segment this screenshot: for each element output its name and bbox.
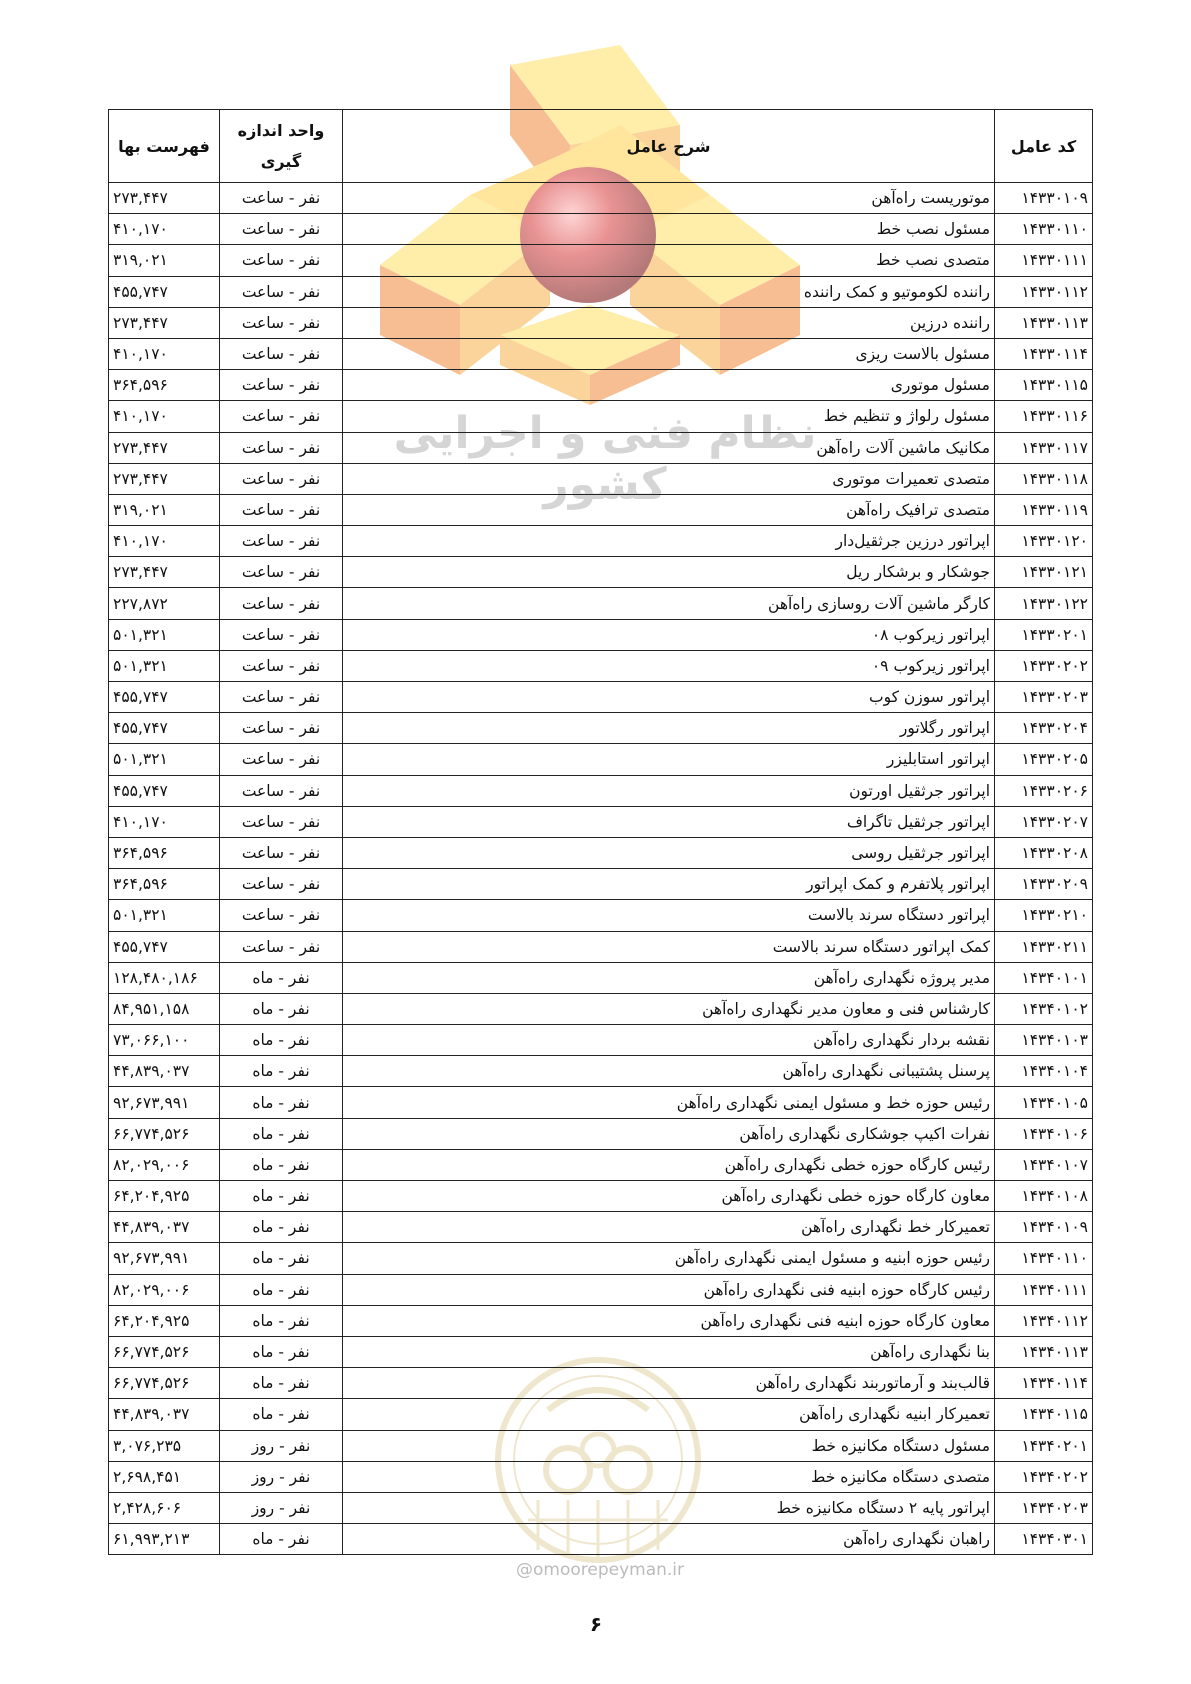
cell-unit: نفر - ماه: [220, 1118, 343, 1149]
cell-code: ۱۴۳۴۰۱۱۲: [995, 1305, 1093, 1336]
cell-price: ۵۰۱,۳۲۱: [109, 619, 220, 650]
cell-price: ۲۷۳,۴۴۷: [109, 183, 220, 214]
cell-price: ۶۴,۲۰۴,۹۲۵: [109, 1181, 220, 1212]
cell-price: ۸۲,۰۲۹,۰۰۶: [109, 1149, 220, 1180]
cell-description: اپراتور درزین جرثقیل‌دار: [343, 526, 995, 557]
cell-code: ۱۴۳۳۰۱۲۱: [995, 557, 1093, 588]
cell-unit: نفر - ماه: [220, 1243, 343, 1274]
cell-description: مسئول موتوری: [343, 370, 995, 401]
table-row: [109, 900, 1093, 931]
cell-price: ۴۴,۸۳۹,۰۳۷: [109, 1399, 220, 1430]
cell-code: ۱۴۳۴۰۱۰۱: [995, 962, 1093, 993]
cell-price: ۳,۰۷۶,۲۳۵: [109, 1430, 220, 1461]
cell-unit: نفر - ساعت: [220, 900, 343, 931]
cell-code: ۱۴۳۳۰۱۱۴: [995, 338, 1093, 369]
cell-description: اپراتور زیرکوب ۰۸: [343, 619, 995, 650]
header-price: فهرست بها: [109, 110, 220, 183]
cell-price: ۲۷۳,۴۴۷: [109, 307, 220, 338]
cell-price: ۶۱,۹۹۳,۲۱۳: [109, 1524, 220, 1555]
cell-unit: نفر - ماه: [220, 1212, 343, 1243]
cell-code: ۱۴۳۴۰۳۰۱: [995, 1524, 1093, 1555]
watermark-text: نظام فنی و اجرایی کشور: [393, 408, 817, 510]
cell-unit: نفر - ساعت: [220, 214, 343, 245]
cell-description: متصدی دستگاه مکانیزه خط: [343, 1461, 995, 1492]
table-row: [109, 1524, 1093, 1555]
table-row: [109, 713, 1093, 744]
cell-unit: نفر - ساعت: [220, 557, 343, 588]
cell-code: ۱۴۳۳۰۱۲۰: [995, 526, 1093, 557]
cell-description: موتوریست راه‌آهن: [343, 183, 995, 214]
table-row: [109, 494, 1093, 525]
cell-description: نقشه بردار نگهداری راه‌آهن: [343, 1025, 995, 1056]
cell-code: ۱۴۳۴۰۲۰۱: [995, 1430, 1093, 1461]
cell-unit: نفر - ساعت: [220, 338, 343, 369]
table-row: [109, 650, 1093, 681]
cell-price: ۱۲۸,۴۸۰,۱۸۶: [109, 962, 220, 993]
cell-unit: نفر - ماه: [220, 1025, 343, 1056]
cell-unit: نفر - ساعت: [220, 931, 343, 962]
cell-unit: نفر - روز: [220, 1430, 343, 1461]
cell-description: پرسنل پشتیبانی نگهداری راه‌آهن: [343, 1056, 995, 1087]
cell-code: ۱۴۳۳۰۲۰۹: [995, 869, 1093, 900]
table-body: [109, 183, 1093, 1555]
table-row: [109, 1243, 1093, 1274]
cell-description: راننده لکوموتیو و کمک راننده: [343, 276, 995, 307]
cell-code: ۱۴۳۴۰۲۰۳: [995, 1492, 1093, 1523]
cell-price: ۲۷۳,۴۴۷: [109, 463, 220, 494]
cell-code: ۱۴۳۴۰۱۰۲: [995, 993, 1093, 1024]
table-row: [109, 307, 1093, 338]
table-row: [109, 1368, 1093, 1399]
cell-code: ۱۴۳۳۰۲۰۳: [995, 682, 1093, 713]
cell-unit: نفر - ساعت: [220, 245, 343, 276]
table-header-row: [109, 110, 1093, 183]
cell-description: اپراتور استابلیزر: [343, 744, 995, 775]
cell-description: متصدی تعمیرات موتوری: [343, 463, 995, 494]
header-code: کد عامل: [995, 110, 1093, 183]
cell-description: مسئول دستگاه مکانیزه خط: [343, 1430, 995, 1461]
cell-price: ۲۷۳,۴۴۷: [109, 432, 220, 463]
table-row: [109, 183, 1093, 214]
cell-unit: نفر - ساعت: [220, 806, 343, 837]
cell-price: ۲,۴۲۸,۶۰۶: [109, 1492, 220, 1523]
table-row: [109, 931, 1093, 962]
table-row: [109, 526, 1093, 557]
cell-code: ۱۴۳۳۰۱۱۳: [995, 307, 1093, 338]
cell-code: ۱۴۳۳۰۲۱۰: [995, 900, 1093, 931]
cell-code: ۱۴۳۴۰۱۱۰: [995, 1243, 1093, 1274]
cell-unit: نفر - ماه: [220, 1399, 343, 1430]
cell-description: کارشناس فنی و معاون مدیر نگهداری راه‌آهن: [343, 993, 995, 1024]
cell-unit: نفر - ماه: [220, 1149, 343, 1180]
cell-code: ۱۴۳۳۰۲۰۵: [995, 744, 1093, 775]
cell-price: ۵۰۱,۳۲۱: [109, 744, 220, 775]
cell-price: ۴۵۵,۷۴۷: [109, 713, 220, 744]
cell-description: مسئول بالاست ریزی: [343, 338, 995, 369]
cell-description: جوشکار و برشکار ریل: [343, 557, 995, 588]
cell-price: ۴۱۰,۱۷۰: [109, 214, 220, 245]
table-row: [109, 401, 1093, 432]
table-row: [109, 962, 1093, 993]
cell-code: ۱۴۳۴۰۱۰۹: [995, 1212, 1093, 1243]
cell-unit: نفر - ساعت: [220, 837, 343, 868]
cell-unit: نفر - ساعت: [220, 713, 343, 744]
cell-code: ۱۴۳۳۰۱۱۶: [995, 401, 1093, 432]
page-number: ۶: [589, 1612, 603, 1636]
cell-unit: نفر - ساعت: [220, 775, 343, 806]
cell-code: ۱۴۳۳۰۱۱۷: [995, 432, 1093, 463]
cell-price: ۹۲,۶۷۳,۹۹۱: [109, 1087, 220, 1118]
cell-unit: نفر - ساعت: [220, 744, 343, 775]
cell-code: ۱۴۳۴۰۲۰۲: [995, 1461, 1093, 1492]
cell-description: متصدی ترافیک راه‌آهن: [343, 494, 995, 525]
cell-description: اپراتور دستگاه سرند بالاست: [343, 900, 995, 931]
cell-description: متصدی نصب خط: [343, 245, 995, 276]
cell-description: رئیس کارگاه حوزه ابنیه فنی نگهداری راه‌آهن: [343, 1274, 995, 1305]
cell-code: ۱۴۳۳۰۲۰۸: [995, 837, 1093, 868]
table-row: [109, 1181, 1093, 1212]
cell-unit: نفر - ماه: [220, 1368, 343, 1399]
table-row: [109, 432, 1093, 463]
cell-price: ۴۵۵,۷۴۷: [109, 682, 220, 713]
table-row: [109, 1087, 1093, 1118]
cell-unit: نفر - ساعت: [220, 370, 343, 401]
cell-description: تعمیرکار خط نگهداری راه‌آهن: [343, 1212, 995, 1243]
cell-code: ۱۴۳۴۰۱۱۳: [995, 1336, 1093, 1367]
cell-description: راننده درزین: [343, 307, 995, 338]
cell-price: ۵۰۱,۳۲۱: [109, 900, 220, 931]
cell-code: ۱۴۳۳۰۲۰۲: [995, 650, 1093, 681]
cell-price: ۳۱۹,۰۲۱: [109, 494, 220, 525]
table-row: [109, 1056, 1093, 1087]
cell-unit: نفر - ماه: [220, 1056, 343, 1087]
cell-unit: نفر - ساعت: [220, 401, 343, 432]
cell-price: ۶۶,۷۷۴,۵۲۶: [109, 1336, 220, 1367]
header-unit: واحد اندازه گیری: [220, 110, 343, 183]
cell-code: ۱۴۳۳۰۱۱۸: [995, 463, 1093, 494]
cell-price: ۲,۶۹۸,۴۵۱: [109, 1461, 220, 1492]
table-row: [109, 1212, 1093, 1243]
cell-code: ۱۴۳۳۰۲۰۱: [995, 619, 1093, 650]
cell-description: بنا نگهداری راه‌آهن: [343, 1336, 995, 1367]
cell-unit: نفر - روز: [220, 1492, 343, 1523]
cell-description: رئیس حوزه ابنیه و مسئول ایمنی نگهداری راه‌آهن: [343, 1243, 995, 1274]
cell-price: ۸۴,۹۵۱,۱۵۸: [109, 993, 220, 1024]
cell-description: اپراتور زیرکوب ۰۹: [343, 650, 995, 681]
cell-unit: نفر - ساعت: [220, 588, 343, 619]
cell-price: ۶۶,۷۷۴,۵۲۶: [109, 1368, 220, 1399]
cell-price: ۴۵۵,۷۴۷: [109, 931, 220, 962]
cell-unit: نفر - ماه: [220, 1336, 343, 1367]
cell-code: ۱۴۳۳۰۲۰۶: [995, 775, 1093, 806]
cell-code: ۱۴۳۴۰۱۰۷: [995, 1149, 1093, 1180]
table-row: [109, 682, 1093, 713]
cell-code: ۱۴۳۴۰۱۰۵: [995, 1087, 1093, 1118]
cell-code: ۱۴۳۳۰۱۱۲: [995, 276, 1093, 307]
cell-description: مسئول رلواژ و تنظیم خط: [343, 401, 995, 432]
header-description: شرح عامل: [343, 110, 995, 183]
table-row: [109, 1461, 1093, 1492]
cell-description: اپراتور پایه ۲ دستگاه مکانیزه خط: [343, 1492, 995, 1523]
cell-code: ۱۴۳۴۰۱۱۵: [995, 1399, 1093, 1430]
table-row: [109, 1399, 1093, 1430]
cell-price: ۳۶۴,۵۹۶: [109, 837, 220, 868]
cell-unit: نفر - ساعت: [220, 276, 343, 307]
cell-unit: نفر - ساعت: [220, 183, 343, 214]
cell-price: ۴۱۰,۱۷۰: [109, 806, 220, 837]
cell-unit: نفر - ساعت: [220, 432, 343, 463]
cell-description: اپراتور رگلاتور: [343, 713, 995, 744]
cell-price: ۵۰۱,۳۲۱: [109, 650, 220, 681]
cell-code: ۱۴۳۴۰۱۰۸: [995, 1181, 1093, 1212]
cell-description: قالب‌بند و آرماتوربند نگهداری راه‌آهن: [343, 1368, 995, 1399]
table-row: [109, 338, 1093, 369]
cell-code: ۱۴۳۳۰۱۲۲: [995, 588, 1093, 619]
table-row: [109, 214, 1093, 245]
cell-code: ۱۴۳۴۰۱۰۶: [995, 1118, 1093, 1149]
cell-price: ۴۵۵,۷۴۷: [109, 276, 220, 307]
table-row: [109, 619, 1093, 650]
table-row: [109, 557, 1093, 588]
cell-description: معاون کارگاه حوزه خطی نگهداری راه‌آهن: [343, 1181, 995, 1212]
cell-price: ۶۴,۲۰۴,۹۲۵: [109, 1305, 220, 1336]
cell-unit: نفر - ساعت: [220, 526, 343, 557]
table-row: [109, 1118, 1093, 1149]
cell-description: مکانیک ماشین آلات راه‌آهن: [343, 432, 995, 463]
cell-description: اپراتور جرثقیل تاگراف: [343, 806, 995, 837]
cell-code: ۱۴۳۳۰۱۰۹: [995, 183, 1093, 214]
cell-price: ۹۲,۶۷۳,۹۹۱: [109, 1243, 220, 1274]
table-row: [109, 993, 1093, 1024]
cell-description: اپراتور پلاتفرم و کمک اپراتور: [343, 869, 995, 900]
cell-code: ۱۴۳۳۰۱۱۱: [995, 245, 1093, 276]
table-row: [109, 1305, 1093, 1336]
cell-unit: نفر - ساعت: [220, 869, 343, 900]
cell-code: ۱۴۳۳۰۱۱۹: [995, 494, 1093, 525]
cell-code: ۱۴۳۴۰۱۱۴: [995, 1368, 1093, 1399]
cell-price: ۳۱۹,۰۲۱: [109, 245, 220, 276]
table-row: [109, 588, 1093, 619]
table-row: [109, 806, 1093, 837]
cell-code: ۱۴۳۴۰۱۰۴: [995, 1056, 1093, 1087]
cell-description: راهبان نگهداری راه‌آهن: [343, 1524, 995, 1555]
cell-unit: نفر - ماه: [220, 993, 343, 1024]
table-row: [109, 1430, 1093, 1461]
table-row: [109, 1274, 1093, 1305]
cell-unit: نفر - ساعت: [220, 682, 343, 713]
cell-unit: نفر - ساعت: [220, 307, 343, 338]
cell-description: نفرات اکیپ جوشکاری نگهداری راه‌آهن: [343, 1118, 995, 1149]
cell-unit: نفر - ساعت: [220, 463, 343, 494]
cell-description: تعمیرکار ابنیه نگهداری راه‌آهن: [343, 1399, 995, 1430]
table-row: [109, 1025, 1093, 1056]
cell-description: اپراتور جرثقیل روسی: [343, 837, 995, 868]
cell-code: ۱۴۳۳۰۱۱۰: [995, 214, 1093, 245]
price-list-table: [108, 109, 1093, 1555]
cell-description: معاون کارگاه حوزه ابنیه فنی نگهداری راه‌آهن: [343, 1305, 995, 1336]
table-row: [109, 1492, 1093, 1523]
cell-code: ۱۴۳۴۰۱۰۳: [995, 1025, 1093, 1056]
cell-unit: نفر - ماه: [220, 1181, 343, 1212]
cell-price: ۴۱۰,۱۷۰: [109, 338, 220, 369]
cell-description: کارگر ماشین آلات روسازی راه‌آهن: [343, 588, 995, 619]
cell-price: ۳۶۴,۵۹۶: [109, 869, 220, 900]
table-row: [109, 744, 1093, 775]
table-row: [109, 276, 1093, 307]
cell-price: ۴۵۵,۷۴۷: [109, 775, 220, 806]
cell-description: مدیر پروژه نگهداری راه‌آهن: [343, 962, 995, 993]
cell-code: ۱۴۳۴۰۱۱۱: [995, 1274, 1093, 1305]
cell-price: ۳۶۴,۵۹۶: [109, 370, 220, 401]
cell-unit: نفر - روز: [220, 1461, 343, 1492]
cell-description: اپراتور سوزن کوب: [343, 682, 995, 713]
cell-unit: نفر - ساعت: [220, 650, 343, 681]
cell-price: ۸۲,۰۲۹,۰۰۶: [109, 1274, 220, 1305]
cell-description: رئیس حوزه خط و مسئول ایمنی نگهداری راه‌آهن: [343, 1087, 995, 1118]
cell-code: ۱۴۳۳۰۱۱۵: [995, 370, 1093, 401]
cell-price: ۶۶,۷۷۴,۵۲۶: [109, 1118, 220, 1149]
table-row: [109, 837, 1093, 868]
table-row: [109, 1149, 1093, 1180]
watermark-site: @omoorepeyman.ir: [515, 1560, 685, 1580]
cell-price: ۴۱۰,۱۷۰: [109, 526, 220, 557]
cell-price: ۴۱۰,۱۷۰: [109, 401, 220, 432]
table-row: [109, 370, 1093, 401]
cell-code: ۱۴۳۳۰۲۰۴: [995, 713, 1093, 744]
cell-price: ۷۳,۰۶۶,۱۰۰: [109, 1025, 220, 1056]
cell-unit: نفر - ماه: [220, 1274, 343, 1305]
cell-unit: نفر - ماه: [220, 962, 343, 993]
cell-unit: نفر - ماه: [220, 1305, 343, 1336]
table-row: [109, 775, 1093, 806]
cell-price: ۲۲۷,۸۷۲: [109, 588, 220, 619]
cell-description: مسئول نصب خط: [343, 214, 995, 245]
cell-description: اپراتور جرثقیل اورتون: [343, 775, 995, 806]
cell-code: ۱۴۳۳۰۲۰۷: [995, 806, 1093, 837]
table-row: [109, 1336, 1093, 1367]
cell-unit: نفر - ساعت: [220, 619, 343, 650]
cell-unit: نفر - ساعت: [220, 494, 343, 525]
cell-price: ۴۴,۸۳۹,۰۳۷: [109, 1056, 220, 1087]
cell-description: کمک اپراتور دستگاه سرند بالاست: [343, 931, 995, 962]
cell-unit: نفر - ماه: [220, 1524, 343, 1555]
cell-price: ۲۷۳,۴۴۷: [109, 557, 220, 588]
cell-description: رئیس کارگاه حوزه خطی نگهداری راه‌آهن: [343, 1149, 995, 1180]
table-row: [109, 245, 1093, 276]
cell-price: ۴۴,۸۳۹,۰۳۷: [109, 1212, 220, 1243]
cell-code: ۱۴۳۳۰۲۱۱: [995, 931, 1093, 962]
table-row: [109, 869, 1093, 900]
table-row: [109, 463, 1093, 494]
cell-unit: نفر - ماه: [220, 1087, 343, 1118]
